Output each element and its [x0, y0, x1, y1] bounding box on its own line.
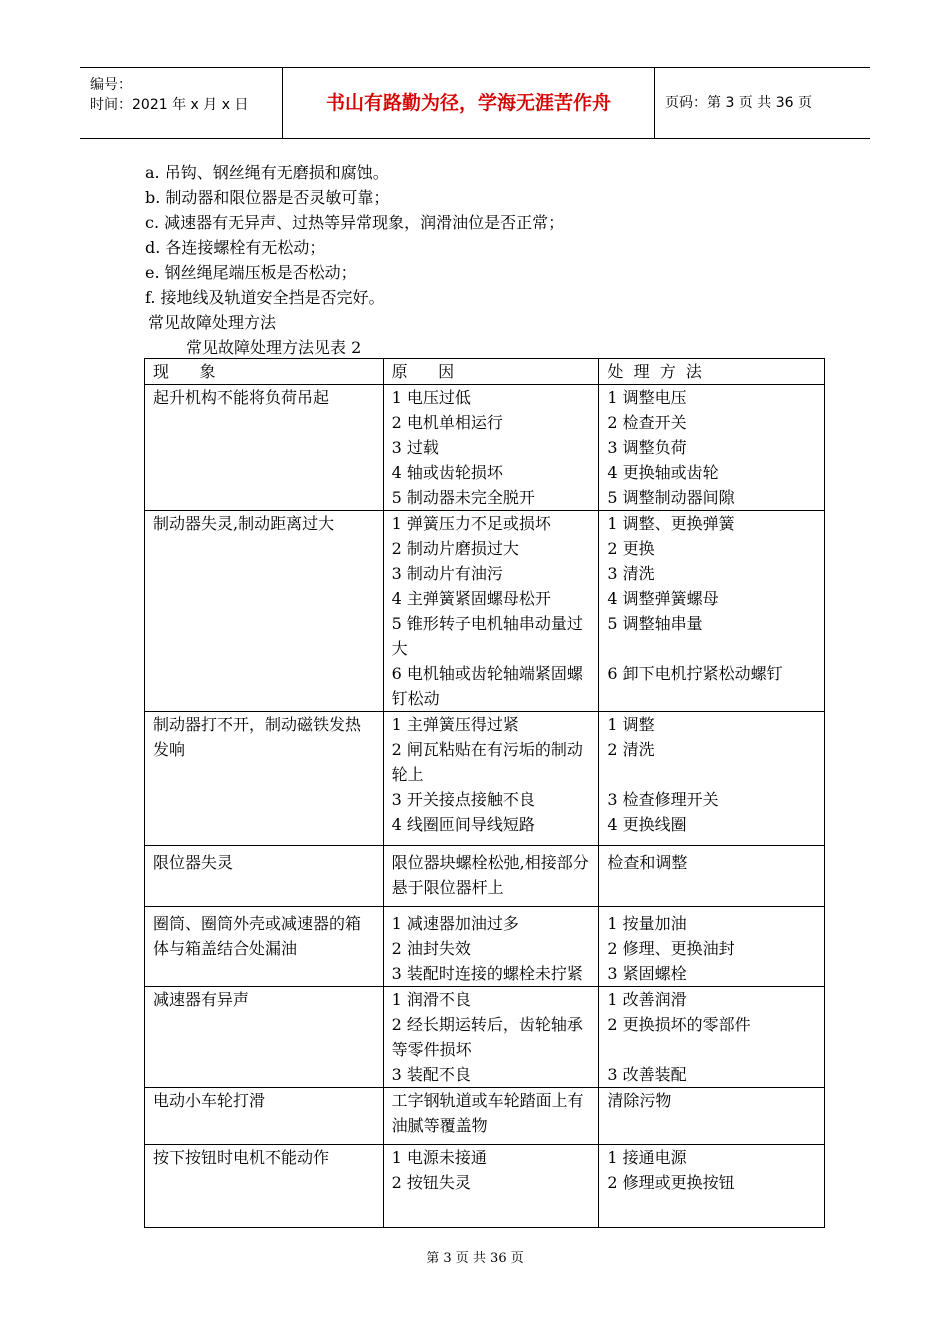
- phenomenon-cell: 起升机构不能将负荷吊起: [145, 385, 384, 511]
- time-label: 时间：2021 年 x 月 x 日: [90, 97, 249, 113]
- phenomenon-cell: 限位器失灵: [145, 846, 384, 907]
- cause-cell: 1 电源未接通 2 按钮失灵: [383, 1145, 599, 1228]
- section-title: 常见故障处理方法: [148, 313, 277, 332]
- table-row: [145, 712, 825, 846]
- table-row: [145, 846, 825, 907]
- phenomenon-cell: 制动器打不开，制动磁铁发热发响: [145, 712, 384, 846]
- fault-table: [144, 358, 825, 1228]
- checklist-item: e. 钢丝绳尾端压板是否松动；: [145, 263, 357, 282]
- phenomenon-cell: 圈筒、圈筒外壳或减速器的箱体与箱盖结合处漏油: [145, 907, 384, 987]
- header-meta: [80, 68, 282, 138]
- cause-cell: 工字钢轨道或车轮踏面上有油腻等覆盖物: [383, 1088, 599, 1145]
- header-page-info: 页码：第 3 页 共 36 页: [665, 95, 812, 111]
- cause-cell: 1 减速器加油过多 2 油封失效 3 装配时连接的螺栓未拧紧: [383, 907, 599, 987]
- checklist-item: f. 接地线及轨道安全挡是否完好。: [145, 288, 385, 307]
- cause-cell: 1 弹簧压力不足或损坏 2 制动片磨损过大 3 制动片有油污 4 主弹簧紧固螺母松开 5 锥形转子电机轴串动量过大 6 电机轴或齿轮轴端紧固螺钉松动: [383, 511, 599, 712]
- phenomenon-cell: 按下按钮时电机不能动作: [145, 1145, 384, 1228]
- header-motto: 书山有路勤为径，学海无涯苦作舟: [325, 92, 611, 114]
- header-method: 处 理 方 法: [599, 359, 825, 385]
- method-cell: 1 改善润滑 2 更换损坏的零部件 3 改善装配: [599, 987, 825, 1088]
- inspection-checklist: [145, 160, 564, 310]
- checklist-item: d. 各连接螺栓有无松动；: [145, 238, 326, 257]
- code-label: 编号：: [90, 77, 132, 93]
- page-footer: 第 3 页 共 36 页: [426, 1251, 524, 1266]
- phenomenon-cell: 电动小车轮打滑: [145, 1088, 384, 1145]
- table-row: [145, 385, 825, 511]
- checklist-item: a. 吊钩、钢丝绳有无磨损和腐蚀。: [145, 163, 389, 182]
- page-header: [80, 67, 870, 139]
- table-row: [145, 1088, 825, 1145]
- cause-cell: 1 润滑不良 2 经长期运转后，齿轮轴承等零件损坏 3 装配不良: [383, 987, 599, 1088]
- header-phenomenon: 现 象: [145, 359, 384, 385]
- table-row: [145, 511, 825, 712]
- method-cell: 1 按量加油 2 修理、更换油封 3 紧固螺栓: [599, 907, 825, 987]
- method-cell: 清除污物: [599, 1088, 825, 1145]
- method-cell: 检查和调整: [599, 846, 825, 907]
- method-cell: 1 调整 2 清洗 3 检查修理开关 4 更换线圈: [599, 712, 825, 846]
- checklist-item: c. 减速器有无异声、过热等异常现象，润滑油位是否正常；: [145, 213, 565, 232]
- method-cell: 1 接通电源 2 修理或更换按钮: [599, 1145, 825, 1228]
- method-cell: 1 调整电压 2 检查开关 3 调整负荷 4 更换轴或齿轮 5 调整制动器间隙: [599, 385, 825, 511]
- phenomenon-cell: 制动器失灵,制动距离过大: [145, 511, 384, 712]
- table-caption: 常见故障处理方法见表 2: [186, 338, 362, 357]
- cause-cell: 1 主弹簧压得过紧 2 闸瓦粘贴在有污垢的制动轮上 3 开关接点接触不良 4 线圈匝间导线短路: [383, 712, 599, 846]
- table-row: [145, 1145, 825, 1228]
- table-row: [145, 907, 825, 987]
- checklist-item: b. 制动器和限位器是否灵敏可靠；: [145, 188, 390, 207]
- cause-cell: 1 电压过低 2 电机单相运行 3 过载 4 轴或齿轮损坏 5 制动器未完全脱开: [383, 385, 599, 511]
- header-cause: 原 因: [383, 359, 599, 385]
- phenomenon-cell: 减速器有异声: [145, 987, 384, 1088]
- method-cell: 1 调整、更换弹簧 2 更换 3 清洗 4 调整弹簧螺母 5 调整轴串量 6 卸下电机拧紧松动螺钉: [599, 511, 825, 712]
- table-header-row: [145, 359, 825, 385]
- table-row: [145, 987, 825, 1088]
- header-divider: [654, 68, 655, 138]
- cause-cell: 限位器块螺栓松弛,相接部分悬于限位器杆上: [383, 846, 599, 907]
